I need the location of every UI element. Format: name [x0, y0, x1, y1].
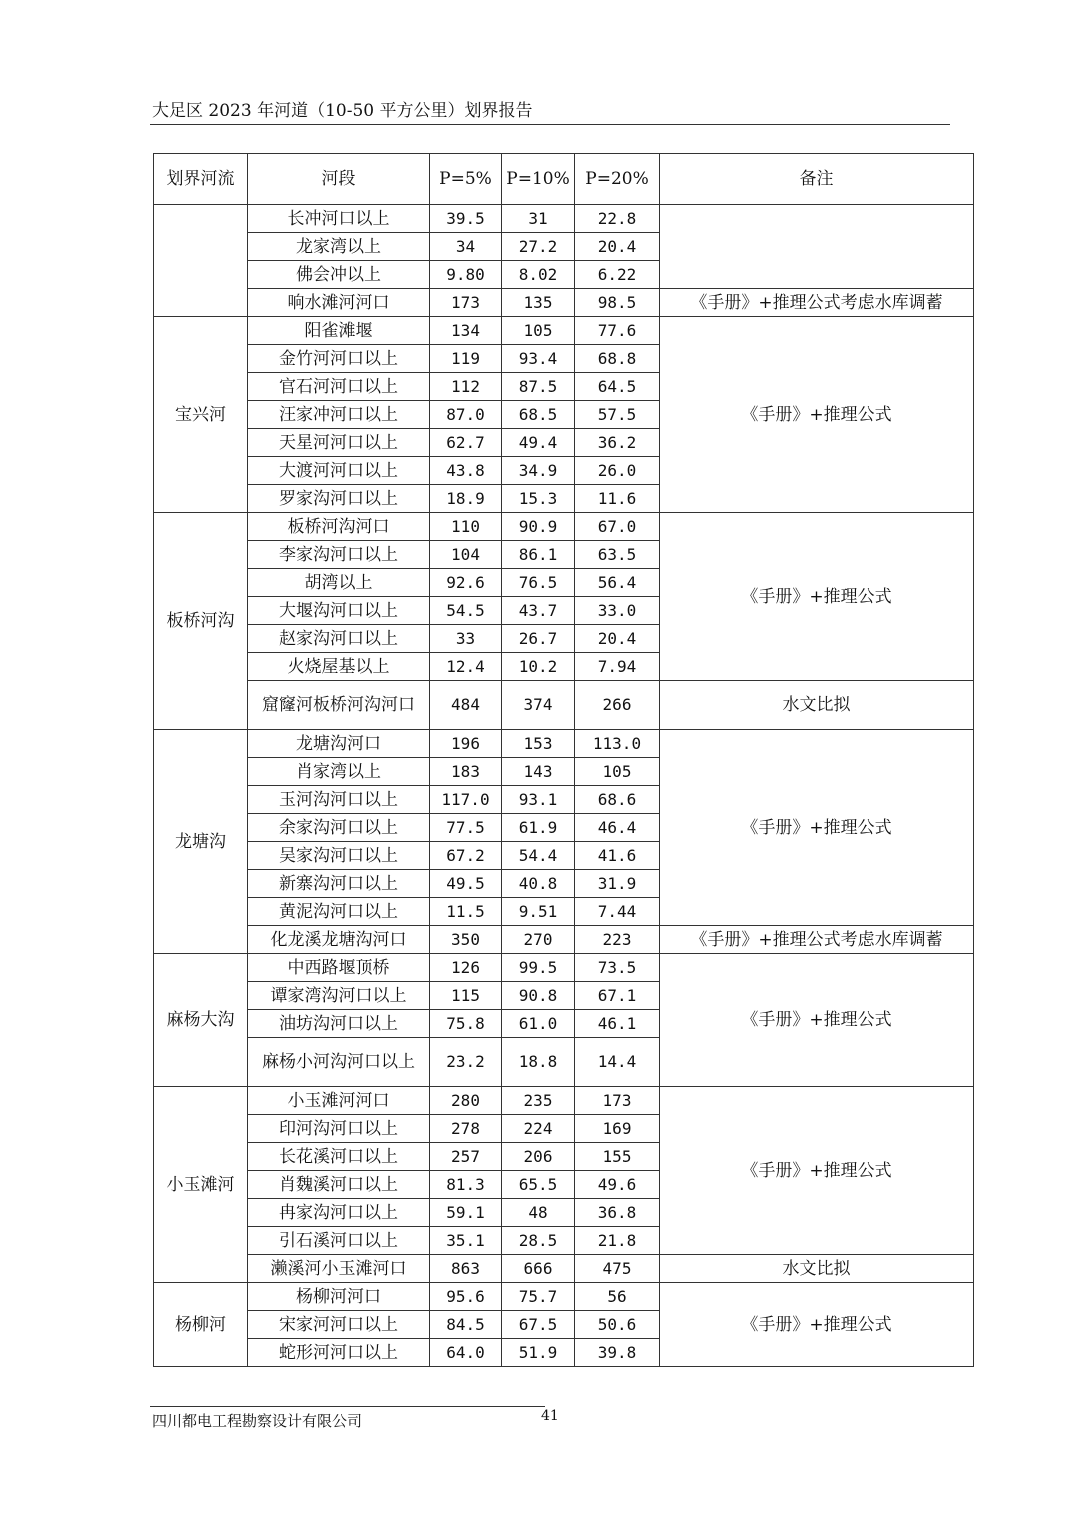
p20-cell: 475 [575, 1255, 660, 1283]
p10-cell: 143 [502, 758, 575, 786]
p5-cell: 67.2 [430, 842, 502, 870]
p5-cell: 9.80 [430, 261, 502, 289]
p5-cell: 62.7 [430, 429, 502, 457]
segment-cell: 胡湾以上 [248, 569, 430, 597]
p5-cell: 863 [430, 1255, 502, 1283]
table-row [154, 289, 974, 317]
p5-cell: 484 [430, 681, 502, 730]
segment-cell: 火烧屋基以上 [248, 653, 430, 681]
p20-cell: 68.6 [575, 786, 660, 814]
segment-cell: 油坊沟河口以上 [248, 1010, 430, 1038]
segment-cell: 肖家湾以上 [248, 758, 430, 786]
p10-cell: 27.2 [502, 233, 575, 261]
p10-cell: 43.7 [502, 597, 575, 625]
p5-cell: 33 [430, 625, 502, 653]
p10-cell: 235 [502, 1087, 575, 1115]
p10-cell: 666 [502, 1255, 575, 1283]
p10-cell: 40.8 [502, 870, 575, 898]
p20-cell: 173 [575, 1087, 660, 1115]
note-cell: 《手册》+推理公式 [660, 317, 974, 513]
header-river: 划界河流 [154, 154, 248, 205]
river-name-cell: 麻杨大沟 [154, 954, 248, 1087]
p10-cell: 61.9 [502, 814, 575, 842]
segment-cell: 大堰沟河口以上 [248, 597, 430, 625]
p5-cell: 280 [430, 1087, 502, 1115]
p10-cell: 61.0 [502, 1010, 575, 1038]
p20-cell: 67.0 [575, 513, 660, 541]
p20-cell: 64.5 [575, 373, 660, 401]
p5-cell: 183 [430, 758, 502, 786]
p10-cell: 76.5 [502, 569, 575, 597]
table-row [154, 1087, 974, 1115]
p20-cell: 266 [575, 681, 660, 730]
page-header-title: 大足区 2023 年河道（10-50 平方公里）划界报告 [152, 101, 533, 121]
segment-cell: 天星河河口以上 [248, 429, 430, 457]
note-cell: 《手册》+推理公式 [660, 954, 974, 1087]
p5-cell: 23.2 [430, 1038, 502, 1087]
table-row [154, 1283, 974, 1311]
p5-cell: 64.0 [430, 1339, 502, 1367]
p10-cell: 28.5 [502, 1227, 575, 1255]
segment-cell: 中西路堰顶桥 [248, 954, 430, 982]
note-cell: 《手册》+推理公式 [660, 730, 974, 926]
segment-cell: 杨柳河河口 [248, 1283, 430, 1311]
note-cell: 水文比拟 [660, 1255, 974, 1283]
river-name-cell: 板桥河沟 [154, 513, 248, 730]
segment-cell: 龙塘沟河口 [248, 730, 430, 758]
table-header-row [154, 154, 974, 205]
segment-cell: 长冲河口以上 [248, 205, 430, 233]
p10-cell: 65.5 [502, 1171, 575, 1199]
table-row [154, 205, 974, 233]
p10-cell: 26.7 [502, 625, 575, 653]
segment-cell: 吴家沟河口以上 [248, 842, 430, 870]
note-cell: 《手册》+推理公式 [660, 513, 974, 681]
segment-cell: 麻杨小河沟河口以上 [248, 1038, 430, 1087]
p5-cell: 126 [430, 954, 502, 982]
p5-cell: 115 [430, 982, 502, 1010]
p20-cell: 46.1 [575, 1010, 660, 1038]
p20-cell: 77.6 [575, 317, 660, 345]
p10-cell: 51.9 [502, 1339, 575, 1367]
p5-cell: 43.8 [430, 457, 502, 485]
river-name-cell: 杨柳河 [154, 1283, 248, 1367]
p10-cell: 105 [502, 317, 575, 345]
p10-cell: 90.9 [502, 513, 575, 541]
p10-cell: 87.5 [502, 373, 575, 401]
note-cell: 《手册》+推理公式考虑水库调蓄 [660, 289, 974, 317]
p20-cell: 33.0 [575, 597, 660, 625]
p20-cell: 57.5 [575, 401, 660, 429]
segment-cell: 印河沟河口以上 [248, 1115, 430, 1143]
p10-cell: 224 [502, 1115, 575, 1143]
p5-cell: 119 [430, 345, 502, 373]
segment-cell: 赵家沟河口以上 [248, 625, 430, 653]
p10-cell: 8.02 [502, 261, 575, 289]
p20-cell: 20.4 [575, 233, 660, 261]
p5-cell: 84.5 [430, 1311, 502, 1339]
segment-cell: 蛇形河河口以上 [248, 1339, 430, 1367]
p5-cell: 350 [430, 926, 502, 954]
p10-cell: 49.4 [502, 429, 575, 457]
segment-cell: 冉家沟河口以上 [248, 1199, 430, 1227]
p5-cell: 59.1 [430, 1199, 502, 1227]
table-row [154, 513, 974, 541]
p5-cell: 35.1 [430, 1227, 502, 1255]
p5-cell: 104 [430, 541, 502, 569]
segment-cell: 李家沟河口以上 [248, 541, 430, 569]
p10-cell: 54.4 [502, 842, 575, 870]
segment-cell: 官石河河口以上 [248, 373, 430, 401]
p5-cell: 173 [430, 289, 502, 317]
river-name-cell: 宝兴河 [154, 317, 248, 513]
river-name-cell [154, 205, 248, 317]
p10-cell: 153 [502, 730, 575, 758]
p20-cell: 6.22 [575, 261, 660, 289]
p10-cell: 99.5 [502, 954, 575, 982]
p5-cell: 112 [430, 373, 502, 401]
segment-cell: 谭家湾沟河口以上 [248, 982, 430, 1010]
p20-cell: 56.4 [575, 569, 660, 597]
p5-cell: 54.5 [430, 597, 502, 625]
p5-cell: 92.6 [430, 569, 502, 597]
segment-cell: 宋家河河口以上 [248, 1311, 430, 1339]
p5-cell: 75.8 [430, 1010, 502, 1038]
p5-cell: 18.9 [430, 485, 502, 513]
segment-cell: 黄泥沟河口以上 [248, 898, 430, 926]
p5-cell: 12.4 [430, 653, 502, 681]
table-row [154, 317, 974, 345]
p5-cell: 134 [430, 317, 502, 345]
p20-cell: 11.6 [575, 485, 660, 513]
p5-cell: 257 [430, 1143, 502, 1171]
p10-cell: 10.2 [502, 653, 575, 681]
p10-cell: 68.5 [502, 401, 575, 429]
table-row [154, 730, 974, 758]
note-cell [660, 205, 974, 289]
header-p20: P=20% [575, 154, 660, 205]
note-cell: 《手册》+推理公式 [660, 1087, 974, 1255]
note-cell: 《手册》+推理公式 [660, 1283, 974, 1367]
footer-divider [150, 1406, 545, 1407]
p20-cell: 46.4 [575, 814, 660, 842]
footer-company-name: 四川都电工程勘察设计有限公司 [152, 1412, 363, 1430]
segment-cell: 汪家冲河口以上 [248, 401, 430, 429]
segment-cell: 板桥河沟河口 [248, 513, 430, 541]
p20-cell: 155 [575, 1143, 660, 1171]
header-note: 备注 [660, 154, 974, 205]
segment-cell: 新寨沟河口以上 [248, 870, 430, 898]
p10-cell: 48 [502, 1199, 575, 1227]
segment-cell: 罗家沟河口以上 [248, 485, 430, 513]
p20-cell: 50.6 [575, 1311, 660, 1339]
segment-cell: 引石溪河口以上 [248, 1227, 430, 1255]
p20-cell: 67.1 [575, 982, 660, 1010]
p5-cell: 81.3 [430, 1171, 502, 1199]
p5-cell: 77.5 [430, 814, 502, 842]
p20-cell: 20.4 [575, 625, 660, 653]
p10-cell: 18.8 [502, 1038, 575, 1087]
p20-cell: 31.9 [575, 870, 660, 898]
p5-cell: 87.0 [430, 401, 502, 429]
p10-cell: 75.7 [502, 1283, 575, 1311]
table-row [154, 681, 974, 730]
segment-cell: 佛会冲以上 [248, 261, 430, 289]
segment-cell: 响水滩河河口 [248, 289, 430, 317]
segment-cell: 窟窿河板桥河沟河口 [248, 681, 430, 730]
p10-cell: 93.4 [502, 345, 575, 373]
p5-cell: 49.5 [430, 870, 502, 898]
p20-cell: 39.8 [575, 1339, 660, 1367]
p20-cell: 169 [575, 1115, 660, 1143]
p10-cell: 86.1 [502, 541, 575, 569]
p10-cell: 206 [502, 1143, 575, 1171]
p5-cell: 11.5 [430, 898, 502, 926]
segment-cell: 玉河沟河口以上 [248, 786, 430, 814]
p20-cell: 21.8 [575, 1227, 660, 1255]
river-name-cell: 龙塘沟 [154, 730, 248, 954]
p5-cell: 95.6 [430, 1283, 502, 1311]
header-p10: P=10% [502, 154, 575, 205]
p5-cell: 117.0 [430, 786, 502, 814]
segment-cell: 化龙溪龙塘沟河口 [248, 926, 430, 954]
p10-cell: 93.1 [502, 786, 575, 814]
header-segment: 河段 [248, 154, 430, 205]
p20-cell: 73.5 [575, 954, 660, 982]
table-row [154, 1255, 974, 1283]
p5-cell: 278 [430, 1115, 502, 1143]
segment-cell: 肖魏溪河口以上 [248, 1171, 430, 1199]
p5-cell: 39.5 [430, 205, 502, 233]
segment-cell: 濑溪河小玉滩河口 [248, 1255, 430, 1283]
p10-cell: 374 [502, 681, 575, 730]
p10-cell: 34.9 [502, 457, 575, 485]
p20-cell: 113.0 [575, 730, 660, 758]
header-p5: P=5% [430, 154, 502, 205]
p5-cell: 196 [430, 730, 502, 758]
p20-cell: 7.94 [575, 653, 660, 681]
p20-cell: 7.44 [575, 898, 660, 926]
p20-cell: 49.6 [575, 1171, 660, 1199]
p20-cell: 22.8 [575, 205, 660, 233]
river-name-cell: 小玉滩河 [154, 1087, 248, 1283]
table-row [154, 926, 974, 954]
p10-cell: 67.5 [502, 1311, 575, 1339]
p20-cell: 98.5 [575, 289, 660, 317]
p20-cell: 105 [575, 758, 660, 786]
p20-cell: 26.0 [575, 457, 660, 485]
p5-cell: 34 [430, 233, 502, 261]
p10-cell: 15.3 [502, 485, 575, 513]
p20-cell: 14.4 [575, 1038, 660, 1087]
p20-cell: 36.2 [575, 429, 660, 457]
page-number: 41 [541, 1408, 559, 1424]
p10-cell: 9.51 [502, 898, 575, 926]
flood-flow-table [153, 153, 974, 1367]
p20-cell: 223 [575, 926, 660, 954]
segment-cell: 龙家湾以上 [248, 233, 430, 261]
segment-cell: 余家沟河口以上 [248, 814, 430, 842]
p10-cell: 31 [502, 205, 575, 233]
p20-cell: 68.8 [575, 345, 660, 373]
note-cell: 《手册》+推理公式考虑水库调蓄 [660, 926, 974, 954]
segment-cell: 阳雀滩堰 [248, 317, 430, 345]
p20-cell: 36.8 [575, 1199, 660, 1227]
p10-cell: 270 [502, 926, 575, 954]
p20-cell: 56 [575, 1283, 660, 1311]
segment-cell: 金竹河河口以上 [248, 345, 430, 373]
p10-cell: 135 [502, 289, 575, 317]
p20-cell: 63.5 [575, 541, 660, 569]
p10-cell: 90.8 [502, 982, 575, 1010]
p20-cell: 41.6 [575, 842, 660, 870]
table-row [154, 954, 974, 982]
p5-cell: 110 [430, 513, 502, 541]
segment-cell: 小玉滩河河口 [248, 1087, 430, 1115]
header-divider [150, 124, 950, 125]
segment-cell: 长花溪河口以上 [248, 1143, 430, 1171]
note-cell: 水文比拟 [660, 681, 974, 730]
segment-cell: 大渡河河口以上 [248, 457, 430, 485]
